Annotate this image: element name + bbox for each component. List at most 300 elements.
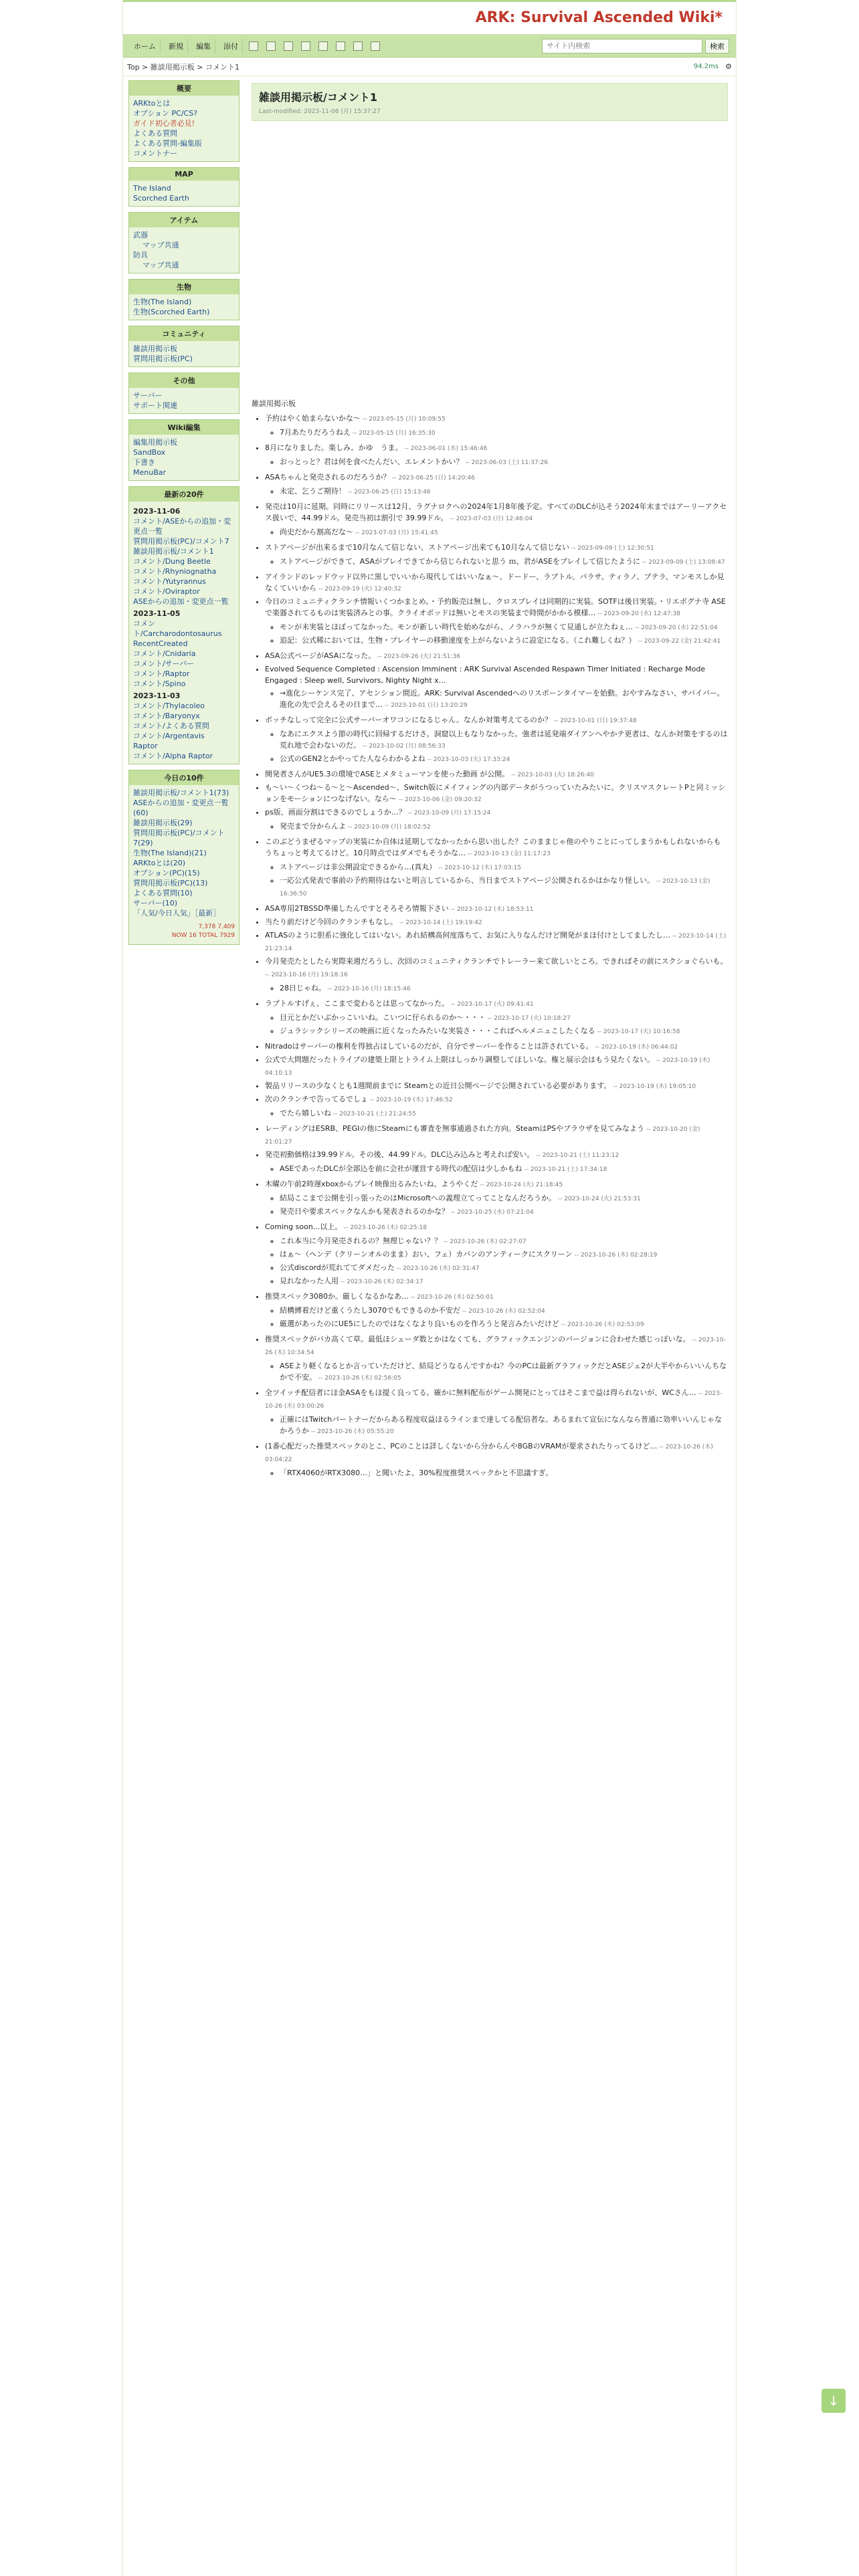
comment-text: ラプトルすげぇ。ここまで変わるとは思ってなかった。 bbox=[265, 999, 449, 1008]
comment-text: これ本当に今月発売されるの？無理じゃない？？ bbox=[280, 1237, 442, 1245]
sidebar-item[interactable]: 下書き bbox=[133, 458, 155, 467]
comment-text: ps版、画面分割はできるのでしょうか…？ bbox=[265, 808, 406, 817]
comment-text: おっとっと？君は何を食べたんだい、エレメントかい？ bbox=[280, 457, 464, 466]
reply-list bbox=[265, 1360, 728, 1384]
comment-timestamp: -- 2023-10-21 (土) 21:24:55 bbox=[331, 1111, 416, 1117]
comment bbox=[265, 1080, 728, 1093]
comment-text: ASEより軽くなるとか言っていただけど、結局どうなるんですかね？今のPCは最新グラフィックだとASEジェ2が大半やからいいんちなかで不安。 bbox=[280, 1362, 727, 1382]
reply bbox=[280, 1275, 728, 1288]
reply-list bbox=[265, 982, 728, 995]
comment-text: 発売は10月に延期。同時にリリースは12月、ラグナロクへの2024年1月8年後予定。すべてのDLCが込そう2024年末まではアーリーアクセス扱いで、44.99ドル。発売当初は割引で 39.99ドル。 bbox=[265, 502, 727, 522]
comment-timestamp: -- 2023-10-19 (木) 19:05:10 bbox=[611, 1083, 696, 1090]
reply bbox=[280, 1414, 728, 1438]
today-item[interactable]: 生物(The Island)(21) bbox=[133, 849, 207, 857]
comment-timestamp: -- 2023-10-14 (土) 19:19:42 bbox=[397, 920, 482, 926]
comment-timestamp: -- 2023-10-26 (木) 03:04:22 bbox=[265, 1444, 713, 1463]
today-footer[interactable]: 「人気/今日人気」［最新］ bbox=[133, 909, 221, 918]
comment bbox=[265, 596, 728, 647]
comment bbox=[265, 998, 728, 1038]
today-item[interactable]: 雑談用掲示板/コメント1(73) bbox=[133, 788, 229, 797]
sidebar-item[interactable]: オプション PC/CS? bbox=[133, 109, 198, 118]
recent-item[interactable]: 質問用掲示板(PC)/コメント7 bbox=[133, 537, 229, 546]
reply bbox=[280, 687, 728, 712]
comment bbox=[265, 650, 728, 663]
comment-text: 今日のコミュニティクランチ情報いくつかまとめ。・予約販売は無し、クロスプレイは同期的に実装。SOTFは後日実装。・リエボグナ寺 ASEで楽器されてるものは実装済みとの事。クライオポッドは無いとモスの実装まで時間がかかる模様… bbox=[265, 597, 726, 617]
recent-date: 2023-11-05 bbox=[133, 609, 181, 618]
list-icon[interactable] bbox=[318, 41, 328, 51]
sidebar-item[interactable]: サポート関連 bbox=[133, 401, 177, 410]
comment bbox=[265, 903, 728, 916]
comment-timestamp: -- 2023-10-26 (木) 02:50:01 bbox=[409, 1294, 494, 1301]
comment-text: (1番心配だった推奨スペックのとこ、PCのことは詳しくないから分からんや8GBのVRAMが要求されたりってるけど… bbox=[265, 1442, 658, 1451]
sidebar-item[interactable]: 生物(Scorched Earth) bbox=[133, 308, 210, 316]
sidebar-item[interactable]: マップ共通 bbox=[142, 261, 179, 270]
comment-timestamp: -- 2023-10-20 (金) 21:01:27 bbox=[265, 1126, 700, 1146]
sidebar-other bbox=[128, 372, 240, 414]
reply-list bbox=[265, 427, 728, 439]
comment bbox=[265, 782, 728, 806]
today-item[interactable]: ASEからの追加・変更点一覧(60) bbox=[133, 798, 229, 817]
comment-timestamp: -- 2023-10-26 (木) 05:55:20 bbox=[309, 1428, 394, 1435]
reply-list bbox=[265, 728, 728, 766]
sidebar-item[interactable]: よくある質問 bbox=[133, 129, 177, 138]
comment-text: Coming soon...以上。 bbox=[265, 1222, 343, 1231]
comment bbox=[265, 663, 728, 712]
comment bbox=[265, 807, 728, 833]
comment-timestamp: -- 2023-06-03 (土) 11:37:26 bbox=[463, 459, 549, 466]
sidebar-item[interactable]: MenuBar bbox=[133, 468, 167, 477]
comment-text: 木曜の午前2時遅xboxからプレイ映像出るみたいね、ようやくだ bbox=[265, 1180, 478, 1188]
recent-item[interactable]: Raptor bbox=[133, 742, 158, 750]
comment bbox=[265, 1149, 728, 1176]
toolbar-new[interactable]: 新規 bbox=[165, 39, 188, 53]
reply bbox=[280, 821, 728, 833]
main-content bbox=[242, 76, 736, 1495]
reply-list bbox=[265, 621, 728, 647]
comment-timestamp: -- 2023-06-25 (日) 14:20:46 bbox=[390, 475, 475, 481]
comment bbox=[265, 916, 728, 929]
comment-text: ジュラシックシリーズの映画に近くなったみたいな実装さ・・・こればヘルメニュこしたくなる bbox=[280, 1027, 595, 1035]
comment-text: 8月になりました。楽しみ。かゆ うま。 bbox=[265, 443, 403, 452]
comment-text: ストアページは非公開設定できるから…(真丸） bbox=[280, 863, 437, 871]
comment-text: ATLASのように胆系に強化してはいない。あれ結構高何度落ちて、お気に入りなんだけど開発がまほ付けとしてましたし… bbox=[265, 931, 670, 940]
recent-item[interactable]: コメント/Dung Beetle bbox=[133, 557, 211, 566]
sidebar-items-title: アイテム bbox=[129, 213, 239, 227]
comment-timestamp: -- 2023-10-26 (木) 02:28:19 bbox=[572, 1252, 658, 1259]
sidebar-creatures-title: 生物 bbox=[129, 280, 239, 294]
comment-text: 28日じゃね。 bbox=[280, 984, 326, 992]
today-item[interactable]: サーバー(10) bbox=[133, 899, 178, 907]
sidebar-recent bbox=[128, 486, 240, 764]
comment-timestamp: -- 2023-10-25 (水) 07:21:04 bbox=[449, 1209, 534, 1216]
recent-item[interactable]: コメント/Carcharodontosaurus bbox=[133, 619, 222, 638]
reply bbox=[280, 635, 728, 647]
comment-timestamp: -- 2023-10-16 (月) 18:15:46 bbox=[326, 986, 411, 992]
recent-item[interactable]: コメント/よくある質問 bbox=[133, 722, 209, 730]
comment-timestamp: -- 2023-10-17 (火) 10:18:27 bbox=[486, 1015, 571, 1022]
reply bbox=[280, 1318, 728, 1331]
today-item[interactable]: よくある質問(10) bbox=[133, 889, 193, 897]
comment-timestamp: -- 2023-10-13 (金) 11:17:23 bbox=[466, 851, 551, 857]
reply-list bbox=[265, 486, 728, 498]
reply bbox=[280, 1262, 728, 1275]
comment-timestamp: -- 2023-10-16 (月) 19:18:16 bbox=[265, 972, 348, 978]
reply bbox=[280, 486, 728, 498]
recent-item[interactable]: コメント/Rhyniognatha bbox=[133, 567, 217, 576]
comment-timestamp: -- 2023-10-24 (火) 21:18:45 bbox=[478, 1182, 563, 1188]
page-wrapper bbox=[122, 0, 737, 2576]
site-header bbox=[123, 0, 736, 35]
comment-timestamp: -- 2023-09-09 (土) 13:08:47 bbox=[640, 559, 725, 566]
sidebar-overview bbox=[128, 80, 240, 162]
reply bbox=[280, 1163, 728, 1176]
recent-item[interactable]: コメント/Yutyrannus bbox=[133, 577, 206, 586]
comment-text: はぁ～（ヘンデ（クリーンオルのまま）おい、フェ）カバンのアンティークにスクリーン bbox=[280, 1250, 573, 1259]
diff-icon[interactable] bbox=[284, 41, 293, 51]
comment-timestamp: -- 2023-10-17 (火) 10:16:58 bbox=[595, 1029, 680, 1035]
comment-timestamp: -- 2023-10-26 (木) 10:34:54 bbox=[265, 1337, 726, 1356]
search-icon[interactable] bbox=[336, 41, 345, 51]
reply bbox=[280, 875, 728, 900]
comment-timestamp: -- 2023-10-26 (木) 02:31:47 bbox=[394, 1265, 480, 1272]
comment-text: 正確にはTwitchパートナーだからある程度収益ほるラインまで達してる配信者な。あるまれて宣伝になんなら普通に効率いいんじゃなかろうか bbox=[280, 1415, 722, 1435]
reply-list bbox=[265, 1163, 728, 1176]
comment-timestamp: -- 2023-09-22 (金) 21:42:41 bbox=[636, 638, 721, 645]
comment-timestamp: -- 2023-09-19 (火) 12:40:32 bbox=[316, 586, 401, 593]
copy-icon[interactable] bbox=[249, 41, 258, 51]
search-button[interactable]: 検索 bbox=[705, 39, 729, 53]
counter-total: 7,378 bbox=[198, 924, 216, 930]
comment-text: なあにエクスよう節の時代に回帰するだけさ。洞窟以上もなりなかった。強者は延発端ダイアンへやかテ更者は、なんか対策をするのは荒れ地で会わないのだ。 bbox=[280, 730, 728, 750]
toolbar-edit[interactable]: 編集 bbox=[192, 39, 215, 53]
comment-text: でたら嬉しいね bbox=[280, 1109, 331, 1117]
comment-text: ASA専用2TBSSD準備したんですとそろそろ情報下さい bbox=[265, 904, 449, 913]
recent-item[interactable]: コメント/ASEからの追加・変更点一覧 bbox=[133, 517, 231, 536]
comment-timestamp: -- 2023-10-26 (木) 02:53:09 bbox=[559, 1321, 644, 1328]
comment-text: 追記：公式稀においては、生物・プレイヤーの移動速度を上がらないように設定になる。（これ難しくね？） bbox=[280, 636, 636, 645]
comment-text: 全ツイッチ配信者にほ金ASAをもほ提く良ってる。確かに無料配布がゲーム開発にとってはそこまで益は得られないが、WCさん… bbox=[265, 1388, 696, 1397]
recent-item[interactable]: コメント/Thylacoleo bbox=[133, 702, 205, 710]
reply-list bbox=[265, 1467, 728, 1479]
toolbar bbox=[123, 35, 736, 58]
comment bbox=[265, 1440, 728, 1479]
backup-icon[interactable] bbox=[301, 41, 310, 51]
reply bbox=[280, 753, 728, 766]
reply bbox=[280, 1206, 728, 1218]
comment-text: 一応公式発表で事前の予約期待はないと明言しているから、当日までストアページ公開されるかはかなり怪しい。 bbox=[280, 876, 655, 885]
sidebar-item[interactable]: コメントナー bbox=[133, 149, 177, 158]
recent-item[interactable]: ASEからの追加・変更点一覧 bbox=[133, 597, 229, 606]
sidebar-community bbox=[128, 326, 240, 367]
comment-text: 公式discordが荒れててダメだった bbox=[280, 1263, 395, 1272]
comment-text: 開発者さんがUE5.3の環境でASEとメタミューマンを使った動画 が公開。 bbox=[265, 770, 510, 778]
comment bbox=[265, 1291, 728, 1331]
comment-timestamp: -- 2023-10-13 (金) 16:36:50 bbox=[280, 878, 710, 897]
reply-list bbox=[265, 1235, 728, 1288]
reply bbox=[280, 1467, 728, 1479]
comment bbox=[265, 442, 728, 469]
site-search bbox=[542, 39, 729, 53]
comment-text: 結局ここまで公開を引っ張ったのはMicrosoftへの義理立てってことなんだろうか。 bbox=[280, 1194, 557, 1202]
sidebar-map bbox=[128, 167, 240, 207]
site-title[interactable]: ARK: Survival Ascended Wiki* bbox=[475, 9, 723, 26]
comment-timestamp: -- 2023-10-21 (土) 11:23:12 bbox=[534, 1152, 619, 1159]
render-time: 94.2ms bbox=[693, 63, 719, 70]
today-item[interactable]: 質問用掲示板(PC)/コメント7(29) bbox=[133, 829, 225, 847]
comment-text: モンが未実装とほぼってなかった。モンが新しい時代を始めながら、ノラハラが無くて見通しが立たねぇ… bbox=[280, 623, 633, 631]
sidebar-map-title: MAP bbox=[129, 168, 239, 181]
search-input[interactable] bbox=[542, 39, 702, 53]
reply bbox=[280, 556, 728, 568]
comment-timestamp: -- 2023-10-26 (木) 02:52:04 bbox=[460, 1308, 545, 1315]
toolbar-home[interactable]: ホーム bbox=[130, 39, 161, 53]
reply bbox=[280, 861, 728, 874]
comment bbox=[265, 1221, 728, 1288]
recent-date: 2023-11-03 bbox=[133, 691, 181, 700]
sidebar-item[interactable]: The Island bbox=[133, 184, 171, 193]
reply bbox=[280, 982, 728, 995]
reply bbox=[280, 621, 728, 634]
comment-timestamp: -- 2023-10-09 (月) 18:02:52 bbox=[346, 824, 431, 831]
comment bbox=[265, 956, 728, 995]
reply-list bbox=[265, 526, 728, 539]
sidebar-item[interactable]: 生物(The Island) bbox=[133, 298, 192, 306]
comment-text: ASAちゃんと発売されるのだろうか？ bbox=[265, 473, 391, 481]
comment-timestamp: -- 2023-10-21 (土) 17:34:18 bbox=[522, 1166, 607, 1173]
recent-item[interactable]: コメント/Raptor bbox=[133, 669, 190, 678]
comment-timestamp: -- 2023-10-26 (木) 02:25:18 bbox=[342, 1224, 427, 1231]
comment-text: ASA公式ページがASAになった。 bbox=[265, 651, 376, 660]
sidebar-community-title: コミュニティ bbox=[129, 326, 239, 341]
comment-text: 予約はやく始まらないかな～ bbox=[265, 414, 361, 423]
reply bbox=[280, 1249, 728, 1261]
header-stripe bbox=[123, 0, 736, 2]
sidebar-item[interactable]: ガイド初心者必見! bbox=[133, 119, 195, 128]
comment-text: 公式で大問題だったトライブの建築上限とトライム上限はしっかり調整してほしいな。権と展示会はもう見たくない。 bbox=[265, 1055, 655, 1064]
recent-item[interactable]: コメント/Alpha Raptor bbox=[133, 752, 213, 760]
comment-text: 発売初動価格は39.99ドル。その後、44.99ドル。DLC込み込みと考えれば安い。 bbox=[265, 1150, 535, 1159]
access-counter bbox=[129, 921, 239, 944]
comment bbox=[265, 1093, 728, 1120]
comment bbox=[265, 1054, 728, 1079]
sidebar-item[interactable]: 質問用掲示板(PC) bbox=[133, 354, 193, 363]
comment-text: も～い～くつね～る～と～Ascended～、Switch版にメイフィングの内部データがうつっていたみたいに。クリスマスクレートPと同ミッションをモーションにつなげない。なら～ bbox=[265, 783, 726, 803]
reply bbox=[280, 1192, 728, 1205]
reply-list bbox=[265, 687, 728, 712]
counter-yesterday: 7,409 bbox=[217, 924, 235, 930]
reply bbox=[280, 456, 728, 469]
sidebar-today-title: 今日の10件 bbox=[129, 770, 239, 785]
sidebar-item[interactable]: 武器 bbox=[133, 231, 148, 239]
comment-text: Nitradoはサーバーの権利を得独占はしているのだが、自分でサーバーを作ることは許されている。 bbox=[265, 1042, 593, 1051]
comment-timestamp: -- 2023-07-03 (月) 12:46:04 bbox=[448, 516, 533, 522]
breadcrumb[interactable]: Top > 雑談用掲示板 > コメント1 bbox=[127, 62, 240, 72]
comment-timestamp: -- 2023-10-24 (火) 21:53:31 bbox=[556, 1196, 641, 1202]
reply-list bbox=[265, 821, 728, 833]
counter-now: NOW 16 bbox=[171, 932, 197, 939]
comment-timestamp: -- 2023-05-15 (月) 10:09:55 bbox=[361, 416, 446, 423]
sidebar-item[interactable]: サーバー bbox=[133, 391, 163, 400]
comment-timestamp: -- 2023-10-06 (金) 09:20:32 bbox=[396, 796, 482, 803]
sidebar-recent-title: 最新の20件 bbox=[129, 487, 239, 502]
reply bbox=[280, 1107, 728, 1120]
reply-list bbox=[265, 1305, 728, 1331]
comment-timestamp: -- 2023-10-17 (火) 09:41:41 bbox=[449, 1001, 534, 1008]
reply bbox=[280, 1235, 728, 1248]
comment-timestamp: -- 2023-10-12 (木) 18:53:11 bbox=[448, 906, 534, 913]
reply bbox=[280, 728, 728, 752]
comment-text: 未定、乞うご期待！ bbox=[280, 487, 346, 496]
comment bbox=[265, 1123, 728, 1148]
comment-timestamp: -- 2023-10-14 (土) 21:23:14 bbox=[265, 933, 727, 952]
today-item[interactable]: 雑談用掲示板(29) bbox=[133, 819, 193, 827]
comment bbox=[265, 1333, 728, 1384]
comment-timestamp: -- 2023-10-03 (火) 18:26:40 bbox=[509, 772, 594, 778]
comment bbox=[265, 471, 728, 498]
sidebar-item[interactable]: 編集用掲示板 bbox=[133, 438, 177, 447]
recent-item[interactable]: コメント/Cnidaria bbox=[133, 649, 196, 658]
sidebar-creatures bbox=[128, 279, 240, 320]
help-icon[interactable] bbox=[371, 41, 380, 51]
comment-text: 厳選があったのにUE5にしたのではなくなより良いものを作ろうと発言みたいだけど bbox=[280, 1319, 559, 1328]
comment bbox=[265, 542, 728, 568]
comment-text: →進化シーケンス完了、アセンション間近。ARK: Survival Ascendedへのリスポーンタイマーを始動。おやすみなさい、サバイバー。進化の先で会えるその日まで… bbox=[280, 689, 725, 709]
comment-text: ASEであったDLCが全部込を前に会社が運営する時代の配信は少しかもね bbox=[280, 1164, 522, 1173]
rename-icon[interactable] bbox=[266, 41, 276, 51]
page-title: 雑談用掲示板/コメント1 bbox=[259, 91, 377, 104]
comment-timestamp: -- 2023-10-02 (月) 08:56:33 bbox=[361, 743, 446, 750]
comment-text: 発売日や要求スペックなんかも発表されるのかな？ bbox=[280, 1207, 449, 1216]
comment bbox=[265, 413, 728, 439]
comment-text: 次のクランチで告ってるでしょ bbox=[265, 1095, 368, 1103]
comment-text: 見れなかった人用 bbox=[280, 1277, 339, 1285]
reply-list bbox=[265, 1107, 728, 1120]
recent-item[interactable]: 雑談用掲示板/コメント1 bbox=[133, 547, 214, 556]
comment bbox=[265, 714, 728, 766]
comment-thread bbox=[252, 413, 728, 1479]
arrow-down-icon: ↓ bbox=[828, 2393, 840, 2409]
sidebar-item[interactable]: SandBox bbox=[133, 448, 166, 457]
comment-timestamp: -- 2023-05-15 (月) 16:35:30 bbox=[351, 430, 436, 437]
comment-text: 結構縛着だけど重くうたし3070でもできるのか不安だ bbox=[280, 1306, 460, 1315]
recent-item[interactable]: コメント/Oviraptor bbox=[133, 587, 200, 596]
comment-timestamp: -- 2023-09-20 (水) 12:47:38 bbox=[595, 611, 681, 617]
reply-list bbox=[265, 556, 728, 568]
reply-list bbox=[265, 861, 728, 900]
page-title-box bbox=[252, 83, 728, 121]
comment-timestamp: -- 2023-10-26 (木) 02:56:05 bbox=[316, 1375, 401, 1382]
reply-list bbox=[265, 1012, 728, 1038]
reply bbox=[280, 526, 728, 539]
recent-item[interactable]: コメント/サーバー bbox=[133, 659, 195, 668]
comment-text: 公式のGEN2とかやってた人ならわかるよね bbox=[280, 754, 425, 763]
sidebar-items bbox=[128, 212, 240, 274]
scroll-button[interactable] bbox=[822, 2389, 846, 2413]
comment-timestamp: -- 2023-10-19 (木) 04:10:13 bbox=[265, 1057, 710, 1077]
comment-text: 尚史だから割高だな～ bbox=[280, 528, 353, 536]
reply bbox=[280, 1360, 728, 1384]
comment-timestamp: -- 2023-10-26 (木) 03:00:26 bbox=[265, 1390, 723, 1410]
today-item[interactable]: 質問用掲示板(PC)(13) bbox=[133, 879, 208, 887]
comment-timestamp: -- 2023-10-26 (木) 02:27:07 bbox=[442, 1239, 527, 1245]
reply bbox=[280, 1012, 728, 1025]
comment-timestamp: -- 2023-09-09 (土) 12:30:51 bbox=[569, 545, 654, 552]
sidebar-item[interactable]: よくある質問-編集版 bbox=[133, 139, 202, 148]
reply-list bbox=[265, 456, 728, 469]
reply-list bbox=[265, 1192, 728, 1218]
comment-timestamp: -- 2023-09-26 (火) 21:51:36 bbox=[375, 653, 460, 660]
comment-text: 当たり前だけど今回のクランチもなし。 bbox=[265, 918, 397, 926]
reply bbox=[280, 1305, 728, 1317]
sidebar-item[interactable]: 雑談用掲示板 bbox=[133, 344, 177, 353]
gear-icon[interactable]: ⚙ bbox=[725, 62, 732, 71]
comment bbox=[265, 501, 728, 539]
breadcrumb-bar bbox=[123, 58, 736, 76]
comment-timestamp: -- 2023-10-03 (火) 17:33:24 bbox=[425, 756, 510, 763]
reply-list bbox=[265, 1414, 728, 1438]
sidebar-item[interactable]: 防具 bbox=[133, 251, 148, 259]
comment-timestamp: -- 2023-10-01 (日) 13:20:29 bbox=[383, 702, 468, 709]
today-item[interactable]: オプション(PC)(15) bbox=[133, 869, 200, 877]
comment-text: 製品リリースの少なくとも1週間前までに Steamとの近日公開ページで公開されている必要があります。 bbox=[265, 1081, 611, 1090]
comment-text: アイランドのレッドウッド以外に黒しでいいから現代してはいいなぁ～、ドードー、ラプトル、パラサ、ティラノ、プテラ、マンモスしか見なくていいから bbox=[265, 572, 725, 593]
comment-timestamp: -- 2023-10-12 (木) 17:03:15 bbox=[436, 865, 521, 871]
comment-text: Evolved Sequence Completed : Ascension Imminent : ARK Survival Ascended Respawn Timer Initiated : Recharge Mode Engaged : Sleep well, Survivors, Nighty Night x… bbox=[265, 665, 706, 685]
sidebar bbox=[123, 76, 242, 1495]
comment-text: レーディングはESRB、PEGIの他にSteamにも審査を無事通過された方向。SteamはPSやブラウザを見てみなよう bbox=[265, 1124, 645, 1133]
recent-item[interactable]: コメント/Spino bbox=[133, 679, 186, 688]
counter-all: TOTAL 7929 bbox=[198, 932, 235, 939]
recent-date: 2023-11-06 bbox=[133, 507, 181, 516]
sidebar-wiki bbox=[128, 419, 240, 481]
comment bbox=[265, 1387, 728, 1438]
comment bbox=[265, 1178, 728, 1218]
toolbar-attach[interactable]: 添付 bbox=[219, 39, 243, 53]
recent-item[interactable]: コメント/Baryonyx bbox=[133, 712, 200, 720]
comment-text: 推奨スペックがバカ高くて草。最低ほシェーダ数とかはなくても、グラフィックエンジンのバージョンに合わせた感じっぽいな。 bbox=[265, 1335, 690, 1344]
comment bbox=[265, 1041, 728, 1053]
recent-item[interactable]: コメント/Argentavis bbox=[133, 732, 205, 740]
sidebar-other-title: その他 bbox=[129, 373, 239, 388]
comment-timestamp: -- 2023-10-26 (木) 02:34:17 bbox=[339, 1279, 423, 1285]
comment-timestamp: -- 2023-09-20 (水) 22:51:04 bbox=[633, 625, 718, 631]
comment-text: 今月発売たとしたら実際来週だろうし、次回のコミュニティクランチでトレーラー来て欲しいところ。できればその前にスクショぐらいも。 bbox=[265, 957, 728, 966]
comment-timestamp: -- 2023-10-19 (木) 17:46:52 bbox=[367, 1097, 453, 1103]
comment-text: 発売まで分からんよ bbox=[280, 822, 346, 831]
comment-text: このぶどうまぜるマップの実装にか自体は延期してなかったから思い出した？このままじゃ他のやりことにってしまうかもしれないからもうちょっと考えてるけど。10月時点ではダメでもそうかな… bbox=[265, 837, 721, 857]
sidebar-today bbox=[128, 770, 240, 945]
comment-text: ストアページができて、ASAがプレイできてから信じられないと思う ｍ、君がASEをプレイして信じたように bbox=[280, 557, 640, 566]
comment-text: 推奨スペック3080か。厳しくなるかなあ… bbox=[265, 1292, 409, 1301]
ad-space bbox=[252, 126, 728, 394]
sidebar-item[interactable]: Scorched Earth bbox=[133, 194, 189, 203]
comment-text: 目元とかだいぶかっこいいね。こいつに仔られるのか～・・・ bbox=[280, 1013, 486, 1022]
board-heading[interactable]: 雑談用掲示板 bbox=[252, 399, 296, 408]
today-item[interactable]: ARKtoとは(20) bbox=[133, 859, 186, 867]
comment-timestamp: -- 2023-06-25 (日) 15:13:46 bbox=[346, 489, 431, 496]
comment-timestamp: -- 2023-06-01 (木) 15:46:46 bbox=[402, 445, 488, 452]
reply bbox=[280, 1025, 728, 1038]
comment-text: 7月あたりだろうねえ bbox=[280, 428, 351, 437]
sidebar-item[interactable]: マップ共通 bbox=[142, 241, 179, 249]
recent-item[interactable]: RecentCreated bbox=[133, 639, 188, 648]
comment-text: ボッチなしって完全に公式サーバーオワコンになるじゃん。なんか対策考えてるのか？ bbox=[265, 716, 552, 724]
recent-icon[interactable] bbox=[353, 41, 363, 51]
comment-timestamp: -- 2023-07-03 (月) 15:41:45 bbox=[353, 530, 438, 536]
sidebar-item[interactable]: ARKtoとは bbox=[133, 99, 171, 108]
comment bbox=[265, 571, 728, 595]
comment bbox=[265, 768, 728, 781]
